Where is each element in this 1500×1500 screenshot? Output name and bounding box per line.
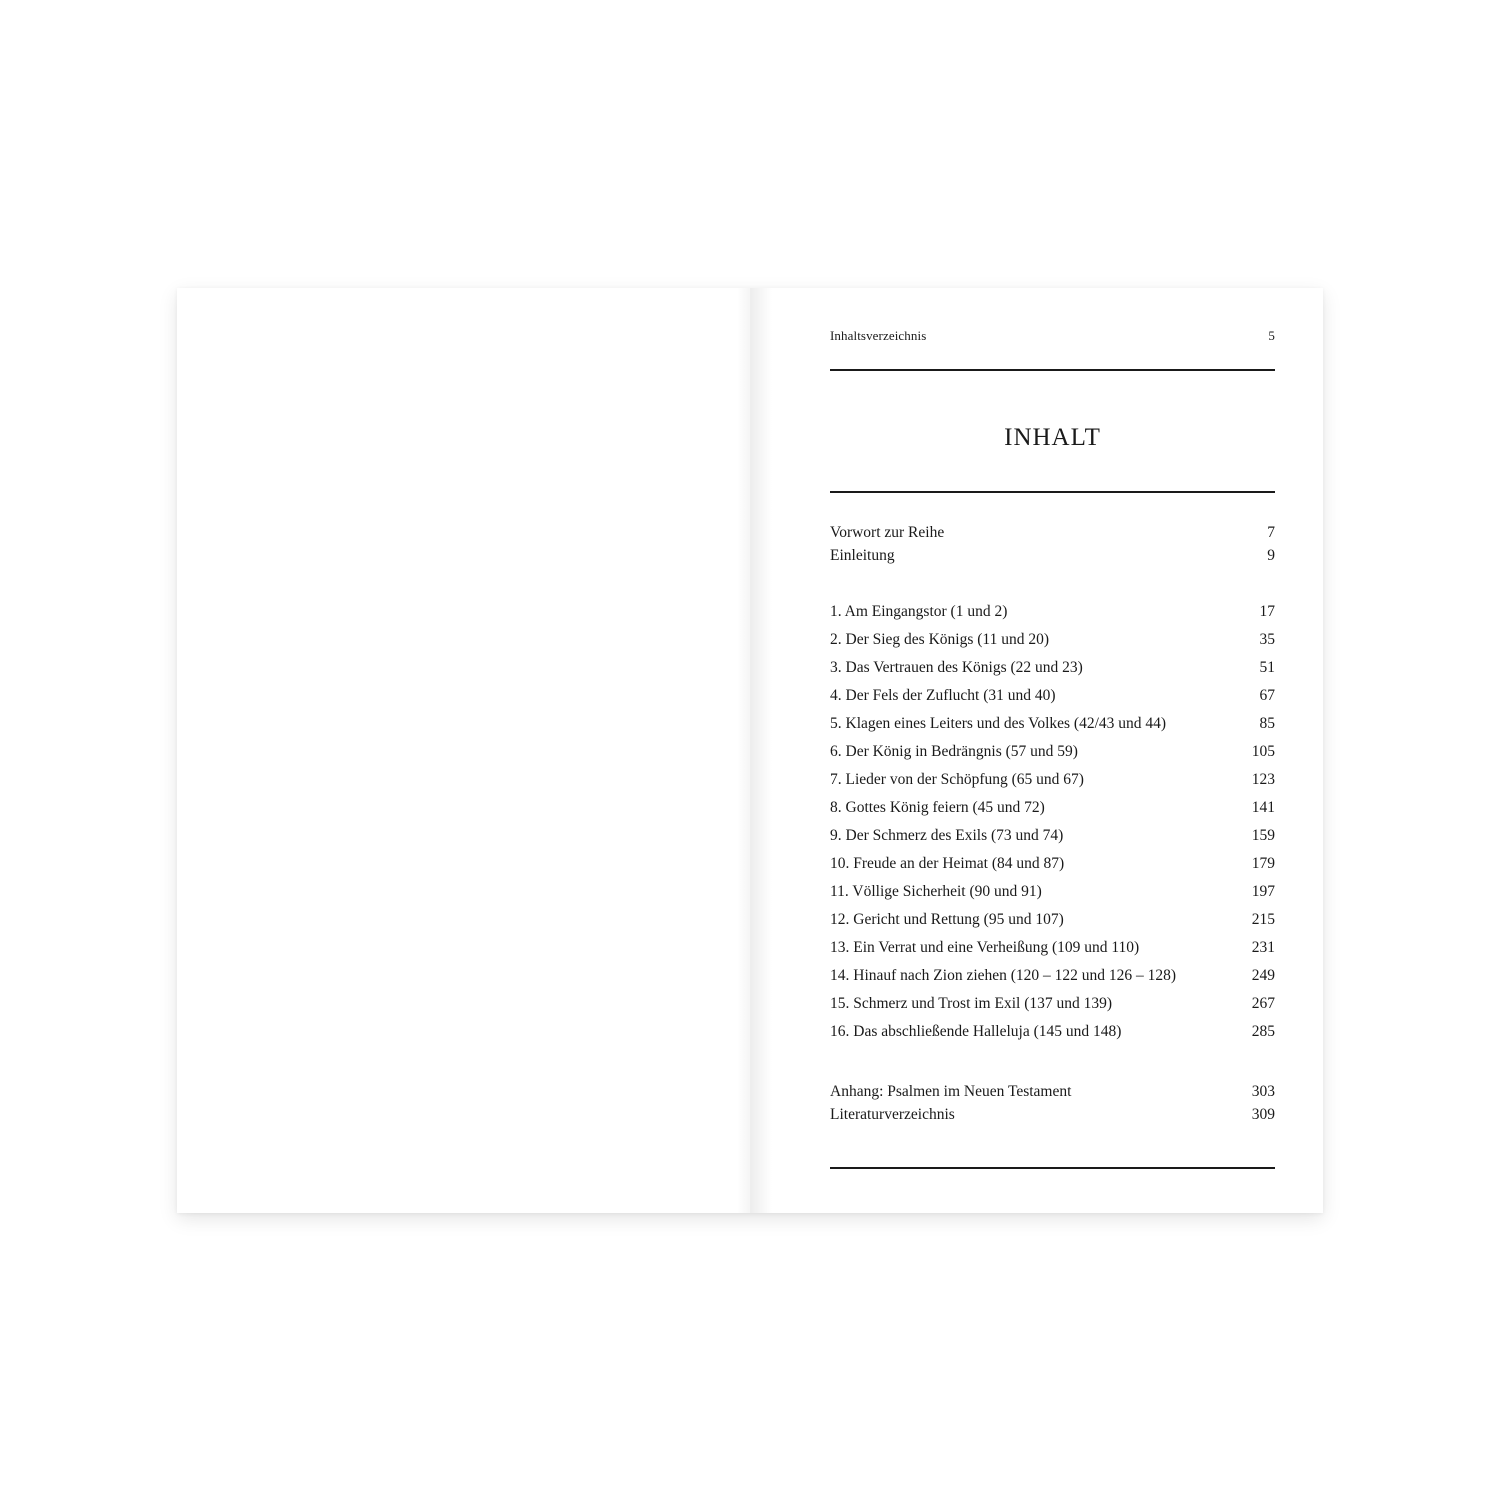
toc-entry-title: 8. Gottes König feiern (45 und 72) <box>830 799 1045 816</box>
toc-entry-page: 285 <box>1251 1023 1275 1040</box>
toc-entry-title: 15. Schmerz und Trost im Exil (137 und 139) <box>830 995 1113 1012</box>
toc-entry-title: Literaturverzeichnis <box>830 1105 955 1123</box>
toc-entry-title: 14. Hinauf nach Zion ziehen (120 – 122 und 126 – 128) <box>830 967 1177 984</box>
toc-entry-title: 11. Völlige Sicherheit (90 und 91) <box>830 883 1042 900</box>
toc-entry-page: 159 <box>1251 827 1275 844</box>
toc-entry <box>830 934 1275 962</box>
toc-entry-title: 12. Gericht und Rettung (95 und 107) <box>830 911 1064 928</box>
toc-entry <box>830 598 1275 626</box>
toc-entry <box>830 1081 1275 1104</box>
toc-entry <box>830 850 1275 878</box>
toc-entry-page: 35 <box>1259 631 1275 648</box>
left-page-blank <box>177 288 750 1213</box>
back-matter-list <box>830 1081 1275 1126</box>
toc-entry-page: 197 <box>1251 883 1275 900</box>
toc-entry <box>830 654 1275 682</box>
toc-entry-title: 9. Der Schmerz des Exils (73 und 74) <box>830 827 1064 844</box>
toc-entry-title: 1. Am Eingangstor (1 und 2) <box>830 603 1008 620</box>
toc-entry-page: 267 <box>1251 995 1275 1012</box>
toc-entry <box>830 682 1275 710</box>
toc-entry <box>830 906 1275 934</box>
book-spread <box>177 288 1323 1213</box>
toc-entry-page: 179 <box>1251 855 1275 872</box>
toc-entry <box>830 962 1275 990</box>
top-rule <box>830 369 1275 371</box>
toc-entry-page: 67 <box>1259 687 1275 704</box>
toc-entry-page: 9 <box>1267 546 1275 564</box>
title-rule <box>830 491 1275 493</box>
toc-entry-page: 17 <box>1259 603 1275 620</box>
toc-entry <box>830 1018 1275 1046</box>
toc-entry-page: 231 <box>1251 939 1275 956</box>
toc-entry <box>830 794 1275 822</box>
toc-entry-page: 303 <box>1251 1083 1275 1100</box>
toc-entry <box>830 626 1275 654</box>
toc-entry-title: 2. Der Sieg des Königs (11 und 20) <box>830 631 1049 648</box>
toc-entry-title: 13. Ein Verrat und eine Verheißung (109 und 110) <box>830 939 1140 956</box>
toc-entry-page: 51 <box>1259 659 1275 676</box>
toc-entry <box>830 545 1275 568</box>
bottom-rule <box>830 1167 1275 1169</box>
toc-content <box>830 288 1275 1213</box>
toc-entry-title: Vorwort zur Reihe <box>830 524 945 541</box>
toc-entry <box>830 738 1275 766</box>
toc-entry-title: 16. Das abschließende Halleluja (145 und 148) <box>830 1023 1122 1040</box>
toc-entry-title: Einleitung <box>830 546 895 564</box>
toc-entry-title: 4. Der Fels der Zuflucht (31 und 40) <box>830 687 1056 704</box>
toc-entry-page: 215 <box>1251 911 1275 928</box>
toc-entry-title: 7. Lieder von der Schöpfung (65 und 67) <box>830 771 1084 788</box>
toc-entry <box>830 1104 1275 1127</box>
toc-entry <box>830 990 1275 1018</box>
running-head-title: Inhaltsverzeichnis <box>830 328 927 343</box>
toc-entry <box>830 822 1275 850</box>
toc-entry <box>830 710 1275 738</box>
toc-entry-title: Anhang: Psalmen im Neuen Testament <box>830 1083 1072 1100</box>
toc-entry <box>830 766 1275 794</box>
toc-entry-page: 141 <box>1251 799 1275 816</box>
front-matter-list <box>830 522 1275 567</box>
toc-entry-title: 10. Freude an der Heimat (84 und 87) <box>830 855 1065 872</box>
toc-entry <box>830 878 1275 906</box>
right-page <box>750 288 1323 1213</box>
chapter-list <box>830 598 1275 1046</box>
toc-entry-page: 123 <box>1251 771 1275 788</box>
toc-entry-page: 85 <box>1259 715 1275 732</box>
toc-entry-page: 7 <box>1267 524 1275 541</box>
toc-entry <box>830 522 1275 545</box>
page-number: 5 <box>1268 328 1275 343</box>
running-head <box>830 328 1275 344</box>
toc-entry-page: 105 <box>1251 743 1275 760</box>
toc-entry-page: 249 <box>1251 967 1275 984</box>
page-title: INHALT <box>1004 424 1101 451</box>
toc-entry-page: 309 <box>1251 1105 1275 1123</box>
toc-entry-title: 5. Klagen eines Leiters und des Volkes (42/43 und 44) <box>830 715 1167 732</box>
toc-entry-title: 6. Der König in Bedrängnis (57 und 59) <box>830 743 1078 760</box>
toc-entry-title: 3. Das Vertrauen des Königs (22 und 23) <box>830 659 1083 676</box>
